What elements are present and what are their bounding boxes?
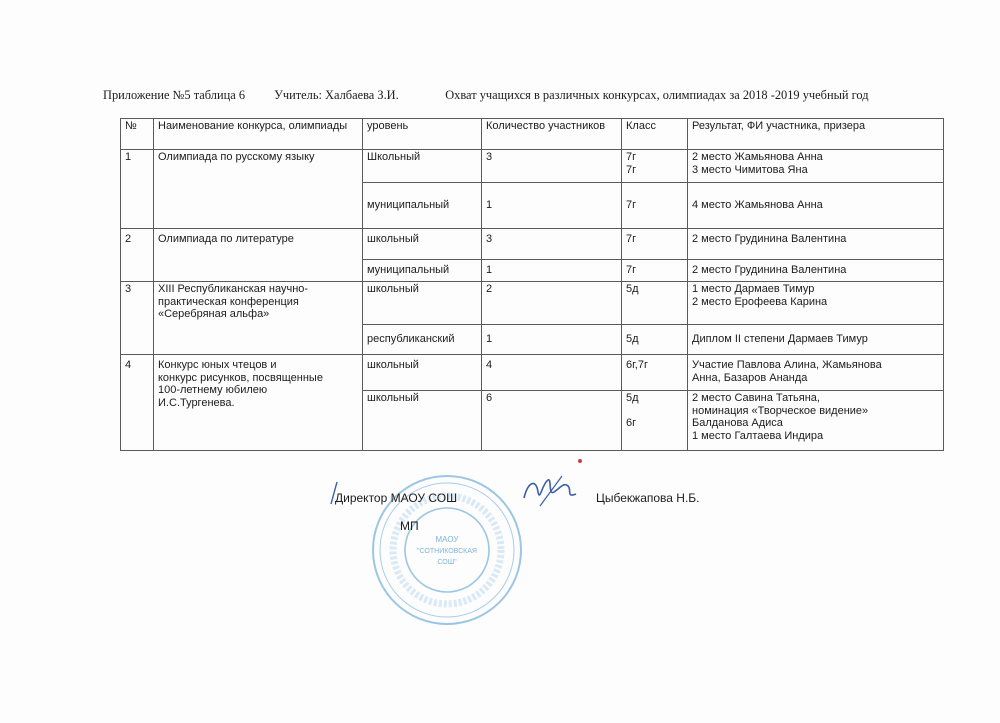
result-line: Балданова Адиса <box>692 417 783 429</box>
name-line: конкурс рисунков, посвященные <box>158 371 323 384</box>
cell-result <box>688 391 944 451</box>
result-line: 2 место Ерофеева Карина <box>692 295 828 308</box>
cell-class: 7г <box>622 229 688 260</box>
cell-count: 4 <box>482 355 622 391</box>
director-label: Директор МАОУ СОШ <box>335 491 458 505</box>
cell-result <box>688 150 944 183</box>
header-name: Наименование конкурса, олимпиады <box>154 119 363 150</box>
director-name: Цыбекжапова Н.Б. <box>596 491 700 505</box>
stamp-place-label: МП <box>400 519 419 533</box>
teacher-label: Учитель: Халбаева З.И. <box>274 88 399 102</box>
stamp-text-line1: МАОУ <box>435 535 459 544</box>
header-class: Класс <box>622 119 688 150</box>
cell-class: 7г <box>622 183 688 229</box>
cell-class: 5д <box>622 282 688 325</box>
cell-count: 1 <box>482 260 622 282</box>
name-line: практическая конференция <box>158 295 299 308</box>
result-line: Анна, Базаров Ананда <box>692 371 808 384</box>
name-line: Конкурс юных чтецов и <box>158 359 277 371</box>
cell-result <box>688 282 944 325</box>
appendix-label: Приложение №5 таблица 6 <box>103 88 246 102</box>
stamp-text-line3: СОШ" <box>437 559 457 566</box>
cell-result <box>688 355 944 391</box>
name-line: 100-летнему юбилею <box>158 384 268 396</box>
cell-count: 2 <box>482 282 622 325</box>
table-row <box>121 150 944 183</box>
name-line: XIII Республиканская научно- <box>158 283 309 295</box>
cell-name: Олимпиада по русскому языку <box>154 150 363 229</box>
class-line: 5д <box>626 392 639 404</box>
cell-level: школьный <box>363 229 482 260</box>
cell-result: 4 место Жамьянова Анна <box>688 183 944 229</box>
document-header <box>103 88 869 103</box>
cell-level: муниципальный <box>363 183 482 229</box>
result-line: 2 место Жамьянова Анна <box>692 151 823 163</box>
cell-name <box>154 355 363 451</box>
result-line: Участие Павлова Алина, Жамьянова <box>692 359 882 371</box>
name-line: «Серебряная альфа» <box>158 308 270 320</box>
cell-count: 1 <box>482 183 622 229</box>
signature-icon <box>518 468 588 514</box>
cell-level: школьный <box>363 282 482 325</box>
table-row <box>121 282 944 325</box>
result-line: 3 место Чимитова Яна <box>692 163 808 176</box>
cell-level: муниципальный <box>363 260 482 282</box>
cell-class <box>622 150 688 183</box>
class-line: 7г <box>626 151 637 163</box>
table-row <box>121 229 944 260</box>
cell-class: 5д <box>622 325 688 355</box>
cell-level: республиканский <box>363 325 482 355</box>
header-result: Результат, ФИ участника, призера <box>688 119 944 150</box>
cell-num: 4 <box>121 355 154 451</box>
cell-num: 2 <box>121 229 154 282</box>
cell-result: 2 место Грудинина Валентина <box>688 260 944 282</box>
cell-result: Диплом II степени Дармаев Тимур <box>688 325 944 355</box>
cell-level: школьный <box>363 355 482 391</box>
name-line: И.С.Тургенева. <box>158 396 235 409</box>
cell-name <box>154 282 363 355</box>
competitions-table <box>120 118 944 451</box>
cell-count: 3 <box>482 150 622 183</box>
cell-count: 6 <box>482 391 622 451</box>
cell-class: 6г,7г <box>622 355 688 391</box>
header-num: № <box>121 119 154 150</box>
result-line: 2 место Савина Татьяна, <box>692 392 820 404</box>
header-count: Количество участников <box>482 119 622 150</box>
document-title: Охват учащихся в различных конкурсах, олимпиадах за 2018 -2019 учебный год <box>445 88 869 102</box>
class-line: 6г <box>626 416 637 429</box>
header-level: уровень <box>363 119 482 150</box>
result-line: номинация «Творческое видение» <box>692 404 869 417</box>
cell-num: 1 <box>121 150 154 229</box>
cell-count: 3 <box>482 229 622 260</box>
table-row <box>121 355 944 391</box>
table-header-row <box>121 119 944 150</box>
result-line: 1 место Дармаев Тимур <box>692 283 815 295</box>
cell-level: школьный <box>363 391 482 451</box>
class-line: 7г <box>626 163 637 176</box>
cell-class: 7г <box>622 260 688 282</box>
ink-dot-icon <box>577 458 583 464</box>
cell-class <box>622 391 688 451</box>
cell-level: Школьный <box>363 150 482 183</box>
result-line: 1 место Галтаева Индира <box>692 429 824 442</box>
cell-name: Олимпиада по литературе <box>154 229 363 282</box>
cell-count: 1 <box>482 325 622 355</box>
stamp-text-line2: "СОТНИКОВСКАЯ <box>417 548 477 555</box>
cell-result: 2 место Грудинина Валентина <box>688 229 944 260</box>
cell-num: 3 <box>121 282 154 355</box>
